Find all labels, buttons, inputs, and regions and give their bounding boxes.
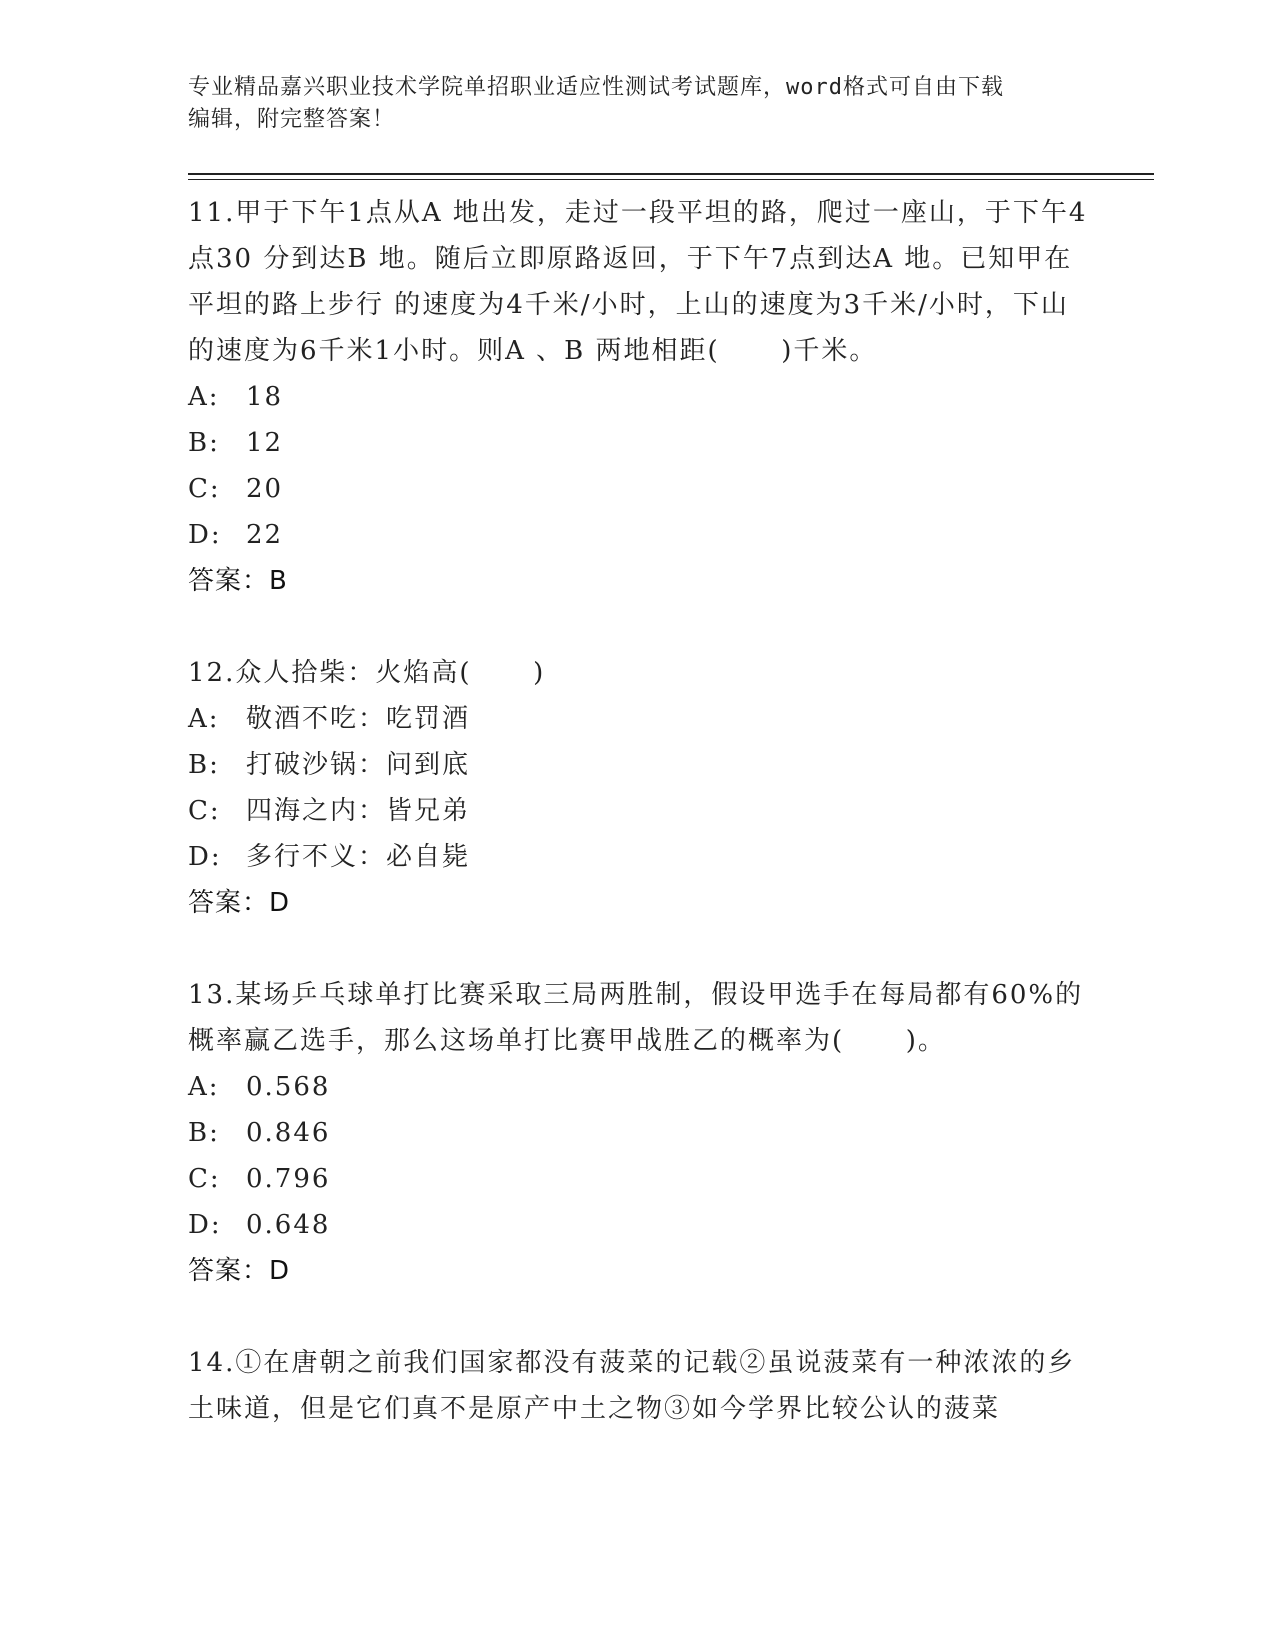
option-key: D: bbox=[188, 1210, 222, 1240]
option-key: B: bbox=[188, 750, 220, 780]
option-c bbox=[188, 788, 1088, 834]
option-a bbox=[188, 696, 1088, 742]
option-text: 0.796 bbox=[246, 1164, 331, 1194]
question-stem: 11.甲于下午1点从A 地出发，走过一段平坦的路，爬过一座山，于下午4点30 分到达B 地。随后立即原路返回，于下午7点到达A 地。已知甲在平坦的路上步行 的速度为4千米/小时，上山的速度为3千米/小时，下山的速度为6千米1小时。则A 、B 两地相距( )千米。 bbox=[188, 198, 1088, 366]
header-line-1: 专业精品嘉兴职业技术学院单招职业适应性测试考试题库，word格式可自由下载 bbox=[188, 75, 1004, 100]
header-rule-thick bbox=[188, 173, 1154, 175]
answer-line: 答案：B bbox=[188, 566, 288, 596]
option-text: 22 bbox=[246, 520, 284, 550]
document-header bbox=[188, 72, 1068, 136]
option-key: D: bbox=[188, 842, 222, 872]
answer-line: 答案：D bbox=[188, 1256, 291, 1286]
option-d bbox=[188, 512, 1088, 558]
option-key: A: bbox=[188, 1072, 220, 1102]
option-key: B: bbox=[188, 428, 220, 458]
spacer bbox=[188, 926, 1088, 972]
option-key: A: bbox=[188, 382, 220, 412]
option-text: 0.648 bbox=[246, 1210, 331, 1240]
option-c bbox=[188, 1156, 1088, 1202]
option-text: 打破沙锅：问到底 bbox=[246, 750, 471, 780]
option-text: 12 bbox=[246, 428, 284, 458]
option-b bbox=[188, 742, 1088, 788]
question-stem: 14.①在唐朝之前我们国家都没有菠菜的记载②虽说菠菜有一种浓浓的乡土味道，但是它们真不是原产中土之物③如今学界比较公认的菠菜 bbox=[188, 1348, 1076, 1424]
header-line-2: 编辑，附完整答案！ bbox=[188, 107, 396, 132]
header-rule-thin bbox=[188, 179, 1154, 180]
option-text: 四海之内：皆兄弟 bbox=[246, 796, 471, 826]
option-c bbox=[188, 466, 1088, 512]
option-key: D: bbox=[188, 520, 222, 550]
spacer bbox=[188, 604, 1088, 650]
option-key: C: bbox=[188, 796, 221, 826]
option-text: 18 bbox=[246, 382, 284, 412]
option-text: 0.846 bbox=[246, 1118, 331, 1148]
question-13 bbox=[188, 972, 1088, 1294]
option-b bbox=[188, 1110, 1088, 1156]
option-text: 敬酒不吃：吃罚酒 bbox=[246, 704, 471, 734]
option-d bbox=[188, 1202, 1088, 1248]
question-list bbox=[188, 190, 1088, 1432]
question-stem: 12.众人拾柴：火焰高( ) bbox=[188, 658, 546, 688]
option-b bbox=[188, 420, 1088, 466]
option-a bbox=[188, 1064, 1088, 1110]
question-14 bbox=[188, 1340, 1088, 1432]
answer-line: 答案：D bbox=[188, 888, 291, 918]
question-12 bbox=[188, 650, 1088, 926]
option-key: C: bbox=[188, 1164, 221, 1194]
option-key: C: bbox=[188, 474, 221, 504]
question-stem: 13.某场乒乓球单打比赛采取三局两胜制，假设甲选手在每局都有60%的概率赢乙选手，那么这场单打比赛甲战胜乙的概率为( )。 bbox=[188, 980, 1084, 1056]
option-key: A: bbox=[188, 704, 220, 734]
option-text: 多行不义：必自毙 bbox=[246, 842, 471, 872]
option-key: B: bbox=[188, 1118, 220, 1148]
option-text: 0.568 bbox=[246, 1072, 331, 1102]
option-text: 20 bbox=[246, 474, 284, 504]
option-a bbox=[188, 374, 1088, 420]
spacer bbox=[188, 1294, 1088, 1340]
question-11 bbox=[188, 190, 1088, 604]
option-d bbox=[188, 834, 1088, 880]
